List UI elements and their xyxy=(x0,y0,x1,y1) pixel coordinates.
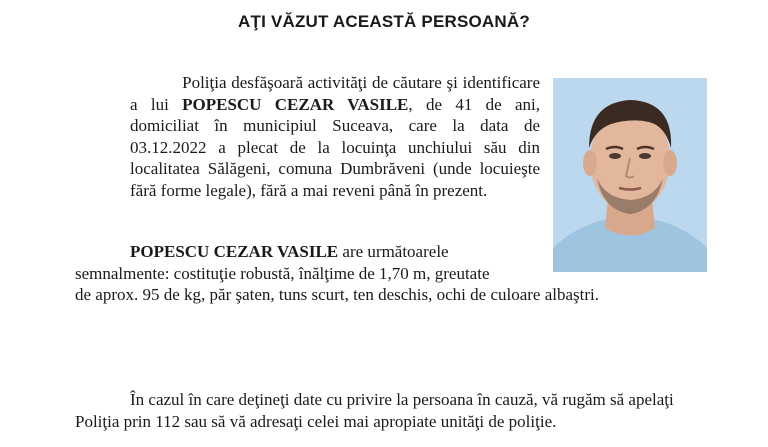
description-line-3: de aprox. 95 de kg, păr şaten, tuns scurt, ten deschis, ochi de culoare albaştri. xyxy=(75,285,600,304)
description-line-2: semnalmente: costituţie robustă, înălţime de 1,70 m, greutate xyxy=(75,263,490,283)
description-line-1 xyxy=(75,241,545,263)
appeal-line-2: Poliţia prin 112 sau să vă adresaţi celei mai apropiate unităţi de poliţie. xyxy=(75,411,557,431)
description-line-1-text: are următoarele xyxy=(338,242,449,261)
portrait-image xyxy=(553,78,707,272)
missing-person-name: POPESCU CEZAR VASILE xyxy=(182,94,409,114)
page-title: AŢI VĂZUT ACEASTĂ PERSOANĂ? xyxy=(238,12,530,31)
appeal-line-1: În cazul în care deţineţi date cu privire la persoana în cauză, vă rugăm să apelaţi xyxy=(130,390,674,409)
description-name: POPESCU CEZAR VASILE xyxy=(130,242,339,261)
missing-person-photo xyxy=(553,78,707,272)
description-paragraph xyxy=(75,241,600,306)
intro-text-start: Poliţia desfăşoară activităţi de căutare şi identificare a lui xyxy=(130,73,541,114)
intro-paragraph xyxy=(130,72,540,201)
appeal-paragraph xyxy=(75,389,725,432)
intro-text-end: , de 41 de ani, domiciliat în municipiul Suceava, care la data de 03.12.2022 a plecat de la locuinţa unchiului său din localitatea Sălăgeni, comuna Dumbrăveni (unde locuieşte fără forme legale), fără a mai reveni până în prezent. xyxy=(130,94,541,200)
